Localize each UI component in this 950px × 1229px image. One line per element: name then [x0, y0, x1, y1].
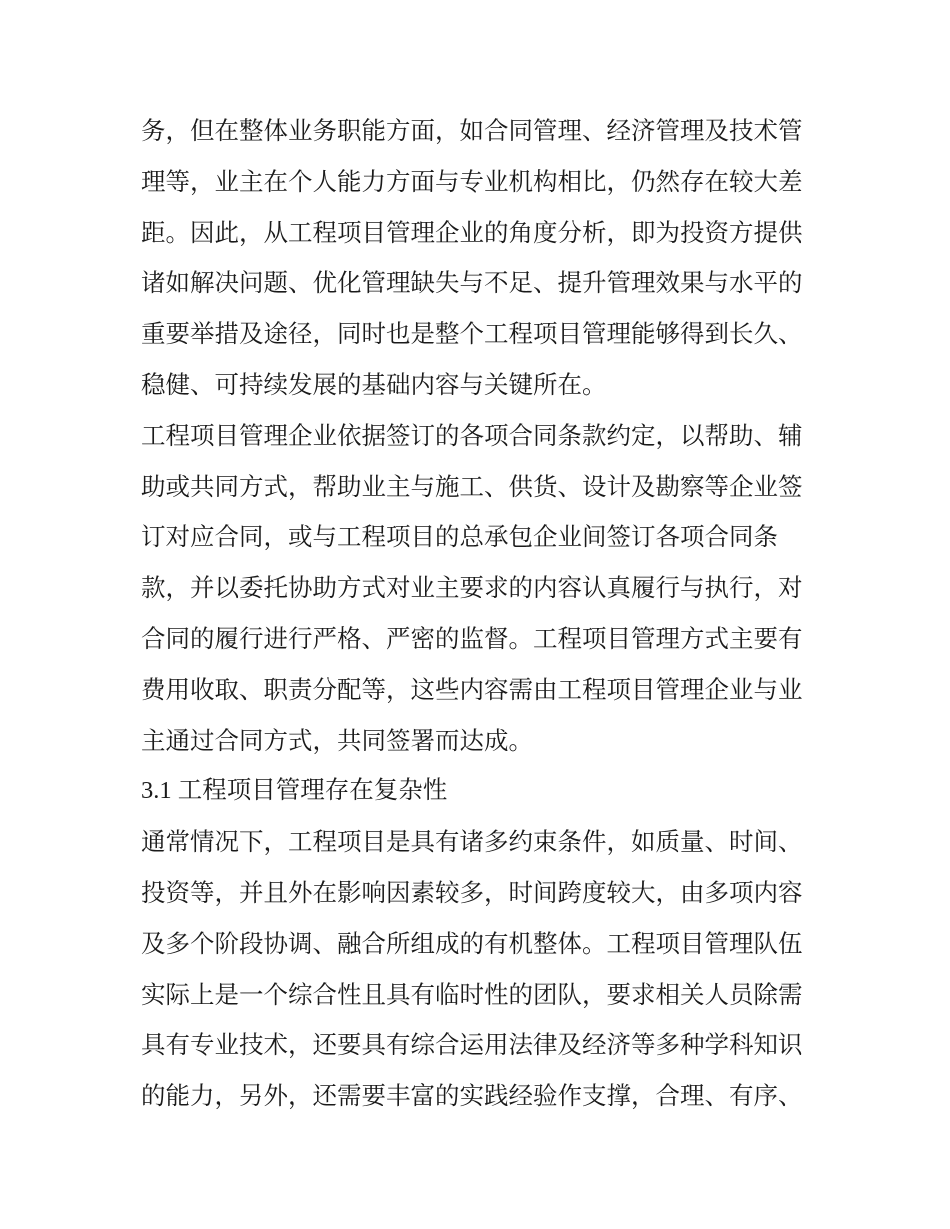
paragraph-line: 主通过合同方式，共同签署而达成。 — [141, 725, 533, 755]
paragraph-line: 诸如解决问题、优化管理缺失与不足、提升管理效果与水平的 — [141, 268, 803, 298]
paragraph-line: 重要举措及途径，同时也是整个工程项目管理能够得到长久、 — [141, 319, 803, 349]
paragraph-line: 稳健、可持续发展的基础内容与关键所在。 — [141, 369, 607, 399]
paragraph-line: 及多个阶段协调、融合所组成的有机整体。工程项目管理队伍 — [141, 928, 803, 958]
paragraph-line: 助或共同方式，帮助业主与施工、供货、设计及勘察等企业签 — [141, 471, 803, 501]
paragraph-line: 工程项目管理企业依据签订的各项合同条款约定，以帮助、辅 — [141, 420, 803, 450]
paragraph-line: 投资等，并且外在影响因素较多，时间跨度较大，由多项内容 — [141, 877, 803, 907]
paragraph-line: 理等，业主在个人能力方面与专业机构相比，仍然存在较大差 — [141, 166, 803, 196]
paragraph-line: 款，并以委托协助方式对业主要求的内容认真履行与执行，对 — [141, 573, 803, 603]
paragraph-line: 距。因此，从工程项目管理企业的角度分析，即为投资方提供 — [141, 217, 803, 247]
paragraph-line: 费用收取、职责分配等，这些内容需由工程项目管理企业与业 — [141, 674, 803, 704]
paragraph-line: 合同的履行进行严格、严密的监督。工程项目管理方式主要有 — [141, 623, 803, 653]
paragraph-line: 务，但在整体业务职能方面，如合同管理、经济管理及技术管 — [141, 116, 803, 145]
paragraph-line: 的能力，另外，还需要丰富的实践经验作支撑，合理、有序、 — [141, 1081, 803, 1111]
paragraph-line: 实际上是一个综合性且具有临时性的团队，要求相关人员除需 — [141, 979, 803, 1009]
body-text — [141, 106, 821, 1122]
paragraph-line: 通常情况下，工程项目是具有诸多约束条件，如质量、时间、 — [141, 827, 803, 857]
section-heading: 3.1 工程项目管理存在复杂性 — [141, 777, 448, 805]
paragraph-line: 订对应合同，或与工程项目的总承包企业间签订各项合同条 — [141, 522, 778, 552]
paragraph-line: 具有专业技术，还要具有综合运用法律及经济等多种学科知识 — [141, 1030, 803, 1060]
